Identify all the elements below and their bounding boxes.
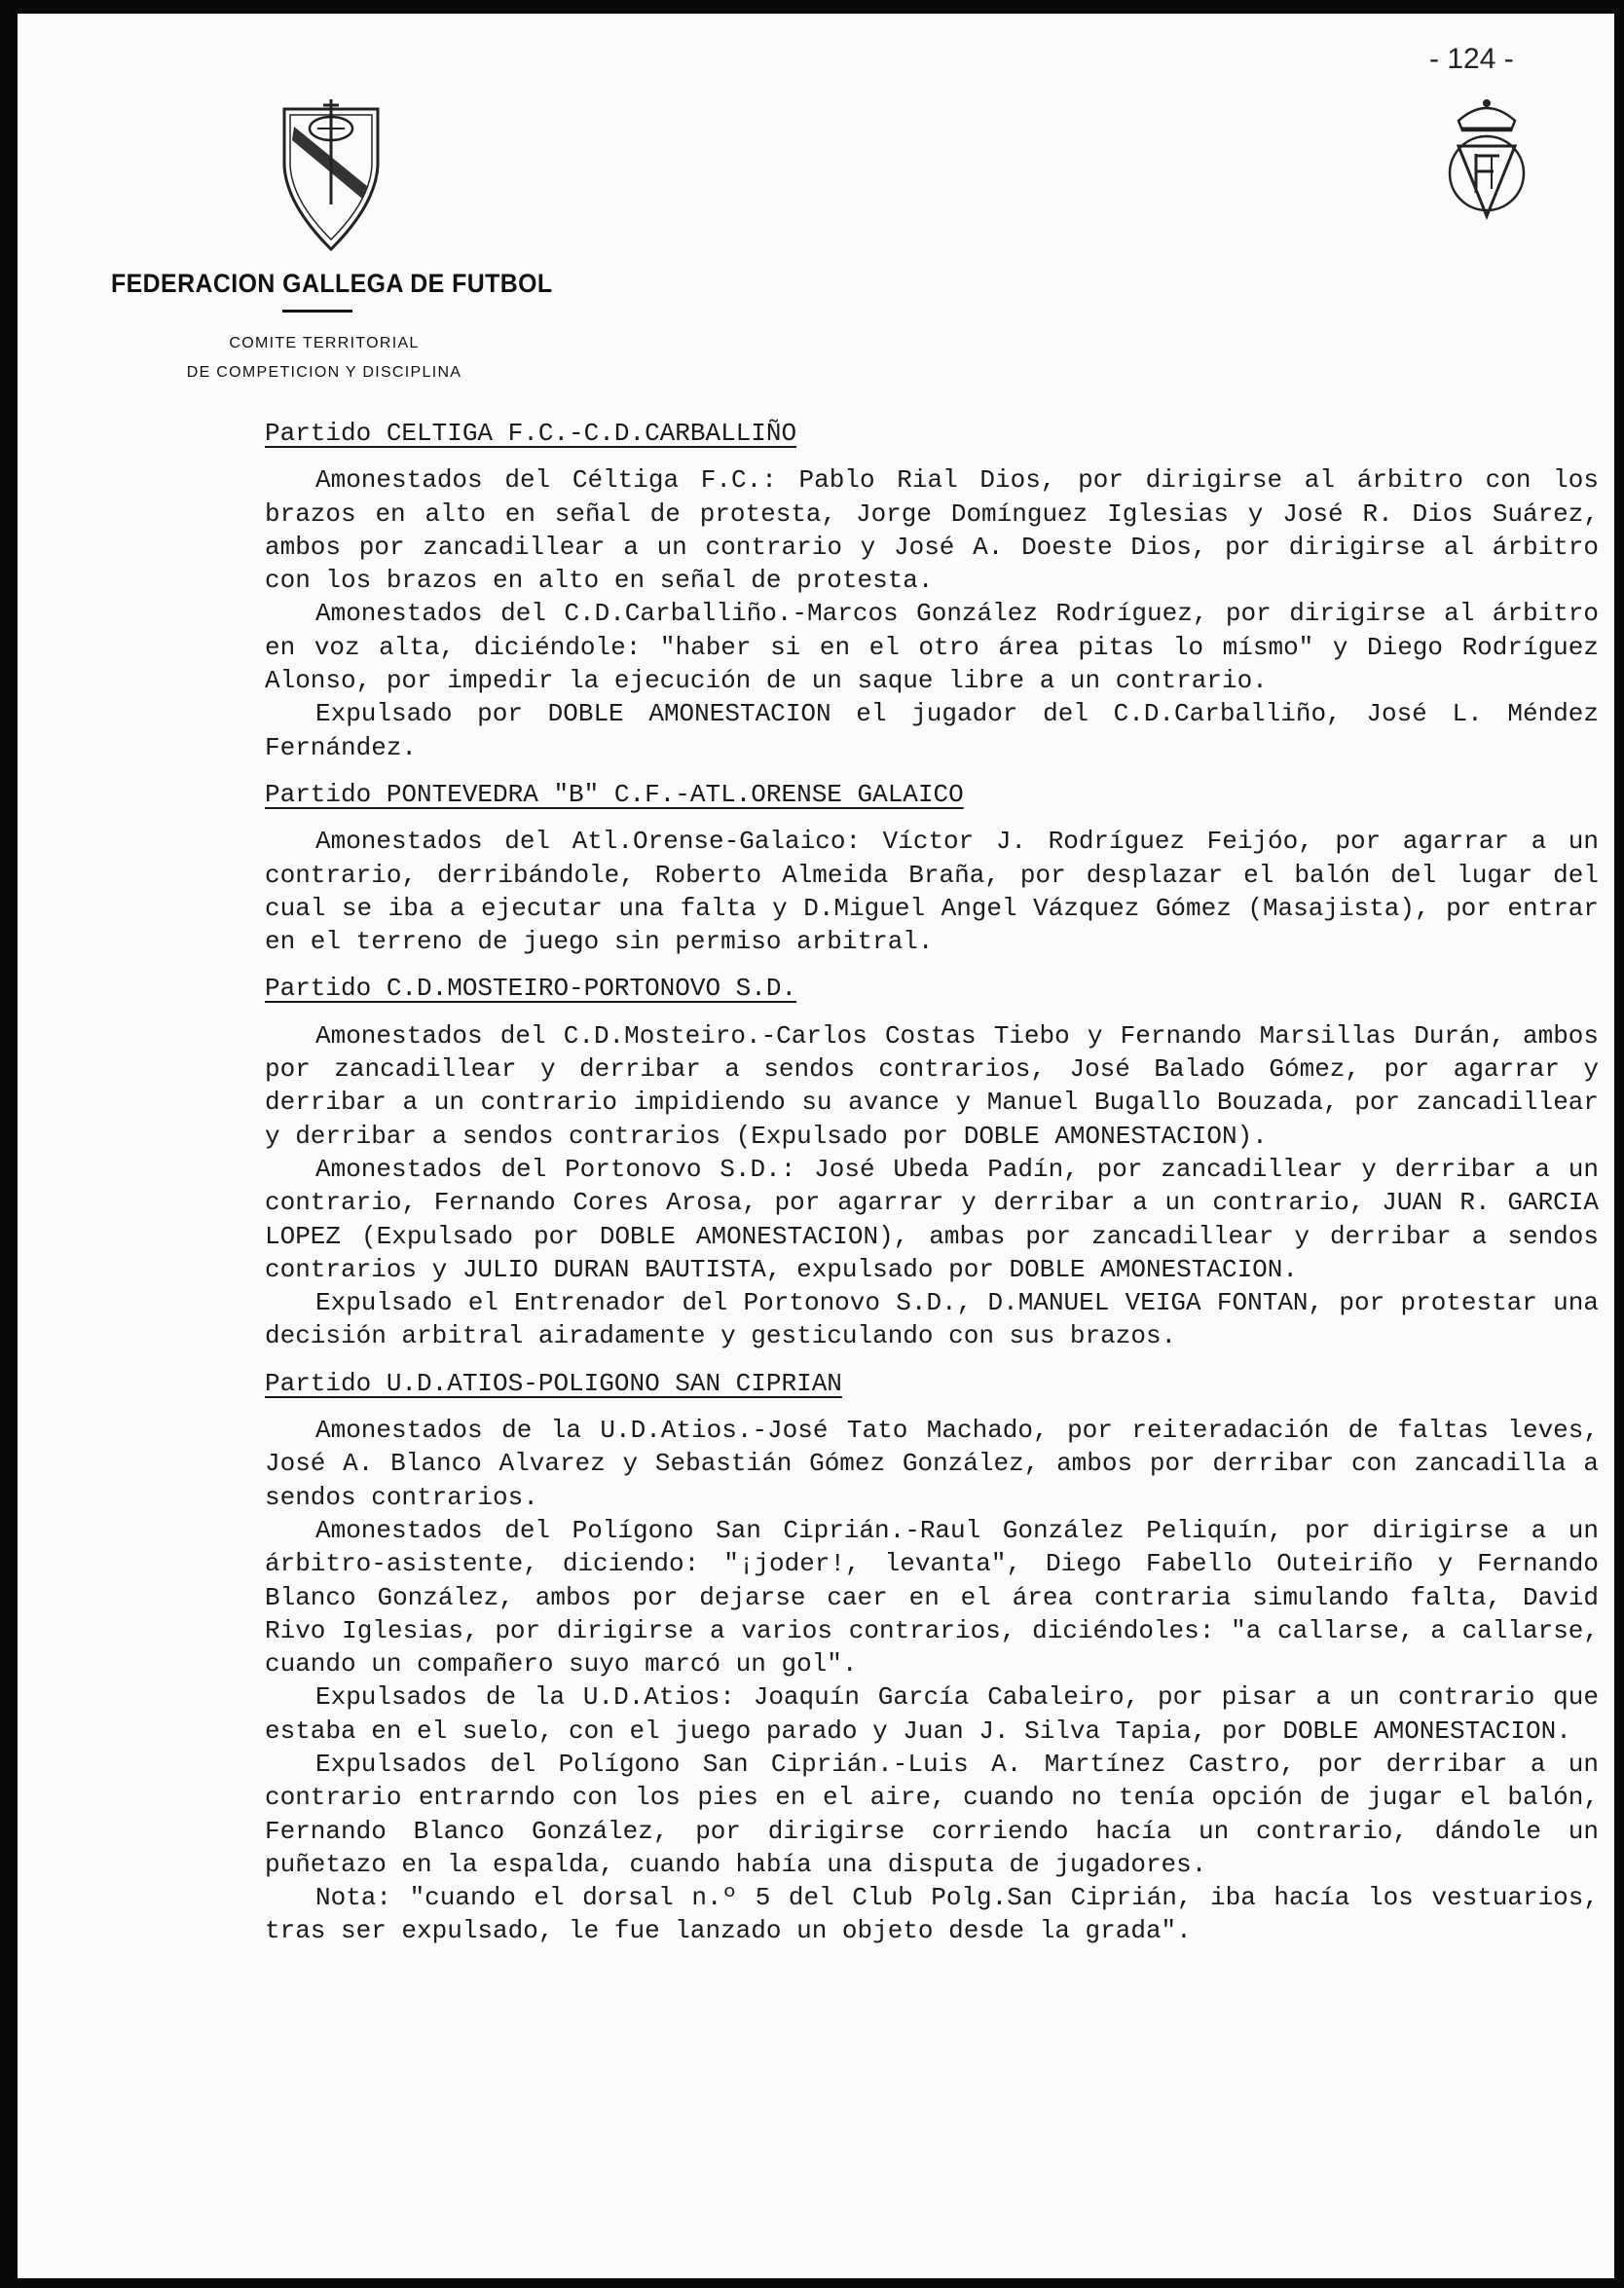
header-divider <box>282 310 352 313</box>
match-section <box>265 1367 1599 1948</box>
paragraph: Expulsados de la U.D.Atios: Joaquín García Cabaleiro, por pisar a un contrario que estaba en el suelo, con el juego parado y Juan J. Silva Tapia, por DOBLE AMONESTACION. <box>265 1682 1599 1746</box>
match-heading: Partido U.D.ATIOS-POLIGONO SAN CIPRIAN <box>265 1368 842 1398</box>
paragraph: Amonestados del Portonovo S.D.: José Ubeda Padín, por zancadillear y derribar a un contrario, Fernando Cores Arosa, por agarrar y derribar a un contrario, JUAN R. GARCIA LOPEZ (Expulsado por DOBLE AMONESTACION), ambas por zancadillear y derribar a sendos contrarios y JULIO DURAN BAUTISTA, expulsado por DOBLE AMONESTACION. <box>265 1154 1599 1284</box>
paragraph: Expulsado el Entrenador del Portonovo S.D., D.MANUEL VEIGA FONTAN, por protestar una decisión arbitral airadamente y gesticulando con sus brazos. <box>265 1288 1599 1351</box>
paragraph: Amonestados del Atl.Orense-Galaico: Víctor J. Rodríguez Feijóo, por agarrar a un contrario, derribándole, Roberto Almeida Braña, por desplazar el balón del lugar del cual se iba a ejecutar una falta y D.Miguel Angel Vázquez Gómez (Masajista), por entrar en el terreno de juego sin permiso arbitral. <box>265 827 1599 957</box>
paragraph: Amonestados del Polígono San Ciprián.-Raul González Peliquín, por dirigirse a un árbitro-asistente, diciendo: "¡joder!, levanta", Diego Fabello Outeiriño y Fernando Blanco González, ambos por dejarse caer en el área contraria simulando falta, David Rivo Iglesias, por dirigirse a varios contrarios, diciéndoles: "a callarse, a callarse, cuando un compañero suyo marcó un gol". <box>265 1515 1599 1679</box>
paragraph: Expulsados del Polígono San Ciprián.-Luis A. Martínez Castro, por derribar a un contrario entrarndo con los pies en el aire, cuando no tenía opción de jugar el balón, Fernando Blanco González, por dirigirse corriendo hacía un contrario, dándole un puñetazo en la espalda, cuando había una disputa de jugadores. <box>265 1749 1599 1879</box>
match-heading: Partido CELTIGA F.C.-C.D.CARBALLIÑO <box>265 419 797 448</box>
committee-line-1: COMITE TERRITORIAL <box>229 335 420 351</box>
paragraph: Amonestados del Céltiga F.C.: Pablo Rial Dios, por dirigirse al árbitro con los brazos en alto en señal de protesta, Jorge Domínguez Iglesias y José R. Dios Suárez, ambos por zancadillear a un contrario y José A. Doeste Dios, por dirigirse al árbitro con los brazos en alto en señal de protesta. <box>265 465 1599 596</box>
paragraph: Amonestados de la U.D.Atios.-José Tato Machado, por reiteradación de faltas leves, José A. Blanco Alvarez y Sebastián Gómez González, ambos por derribar con zancadilla a sendos contrarios. <box>265 1416 1599 1512</box>
match-section <box>265 417 1599 764</box>
page-number: - 124 - <box>1429 43 1514 75</box>
paragraph: Amonestados del C.D.Carballiño.-Marcos González Rodríguez, por dirigirse al árbitro en voz alta, diciéndole: "haber si en el otro área pitas lo mísmo" y Diego Rodríguez Alonso, por impedir la ejecución de un saque libre a un contrario. <box>265 599 1599 696</box>
committee-name <box>115 329 534 387</box>
paragraph: Amonestados del C.D.Mosteiro.-Carlos Costas Tiebo y Fernando Marsillas Durán, ambos por zancadillear y derribar a sendos contrarios, José Balado Gómez, por agarrar y derribar a un contrario impidiendo su avance y Manuel Bugallo Bouzada, por zancadillear y derribar a sendos contrarios (Expulsado por DOBLE AMONESTACION). <box>265 1020 1599 1151</box>
match-section <box>265 778 1599 958</box>
disciplinary-report <box>265 417 1599 1962</box>
match-section <box>265 972 1599 1352</box>
match-heading: Partido C.D.MOSTEIRO-PORTONOVO S.D. <box>265 974 797 1004</box>
paragraph: Expulsado por DOBLE AMONESTACION el jugador del C.D.Carballiño, José L. Méndez Fernández. <box>265 699 1599 762</box>
committee-line-2: DE COMPETICION Y DISCIPLINA <box>186 364 462 381</box>
note-paragraph: Nota: "cuando el dorsal n.º 5 del Club Polg.San Ciprián, iba hacía los vestuarios, tras ser expulsado, le fue lanzado un objeto desde la grada". <box>265 1883 1599 1946</box>
match-heading: Partido PONTEVEDRA "B" C.F.-ATL.ORENSE GALAICO <box>265 779 964 809</box>
document-page <box>18 14 1614 2278</box>
federation-name: FEDERACION GALLEGA DE FUTBOL <box>111 269 553 298</box>
national-federation-crest-logo <box>1441 92 1532 238</box>
federation-shield-logo <box>280 97 382 253</box>
